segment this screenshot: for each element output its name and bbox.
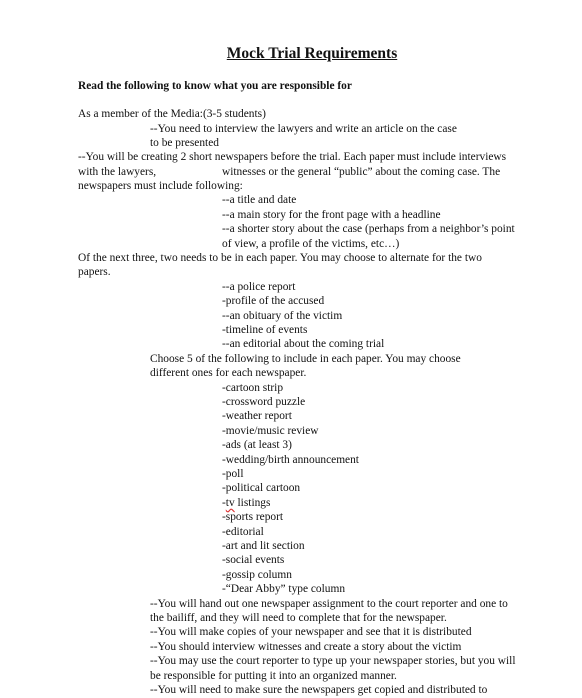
list-item: -art and lit section [222,540,305,552]
tv-suffix: listings [234,497,271,509]
list-item: --a shorter story about the case (perhaps from a neighbor’s point [222,223,515,235]
closing-line: be responsible for putting it into an organized manner. [150,670,397,682]
list-item [222,496,270,510]
create-line: --You will be creating 2 short newspapers before the trial. Each paper must include interviews [78,151,507,163]
list-item: -sports report [222,511,284,523]
closing-line: --You will hand out one newspaper assignment to the court reporter and one to [150,598,508,610]
closing-line: --You should interview witnesses and create a story about the victim [150,641,462,653]
list-item: --a title and date [222,194,297,206]
list-item: -political cartoon [222,482,301,494]
choose5-line: Choose 5 of the following to include in each paper. You may choose [150,353,461,365]
create-line: with the lawyers, [78,166,157,178]
choose5-line: different ones for each newspaper. [150,367,307,379]
subtitle: Read the following to know what you are responsible for [78,80,352,92]
list-item: --an obituary of the victim [222,310,343,322]
next-three-line: Of the next three, two needs to be in each paper. You may choose to alternate for the two [78,252,482,264]
list-item: -timeline of events [222,324,308,336]
list-item: of view, a profile of the victims, etc…) [222,238,400,250]
media-heading: As a member of the Media:(3-5 students) [78,108,266,120]
list-item: -profile of the accused [222,295,325,307]
list-item: -cartoon strip [222,382,284,394]
page-title: Mock Trial Requirements [226,45,398,62]
list-item: -wedding/birth announcement [222,454,359,466]
tv-prefix: - [222,497,226,509]
closing-line: --You will need to make sure the newspapers get copied and distributed to [150,684,488,696]
list-item: -weather report [222,410,292,422]
list-item: -ads (at least 3) [222,439,292,451]
list-item: -crossword puzzle [222,396,306,408]
list-item: --an editorial about the coming trial [222,338,385,350]
list-item: -movie/music review [222,425,319,437]
list-item: -social events [222,554,285,566]
list-item: --a main story for the front page with a headline [222,209,441,221]
closing-line: --You will make copies of your newspaper and see that it is distributed [150,626,472,638]
list-item: -gossip column [222,569,292,581]
list-item: -poll [222,468,244,480]
list-item: -“Dear Abby” type column [222,583,346,595]
list-item: -editorial [222,526,264,538]
misspelled-word: tv [225,497,235,509]
interview-line: --You need to interview the lawyers and write an article on the case [150,123,457,135]
create-line: newspapers must include following: [78,180,243,192]
next-three-line: papers. [78,266,111,278]
create-line: witnesses or the general “public” about the coming case. The [222,166,501,178]
closing-line: the bailiff, and they will need to complete that for the newspaper. [150,612,447,624]
closing-line: --You may use the court reporter to type up your newspaper stories, but you will [150,655,516,667]
interview-line: to be presented [150,137,219,149]
list-item: --a police report [222,281,296,293]
